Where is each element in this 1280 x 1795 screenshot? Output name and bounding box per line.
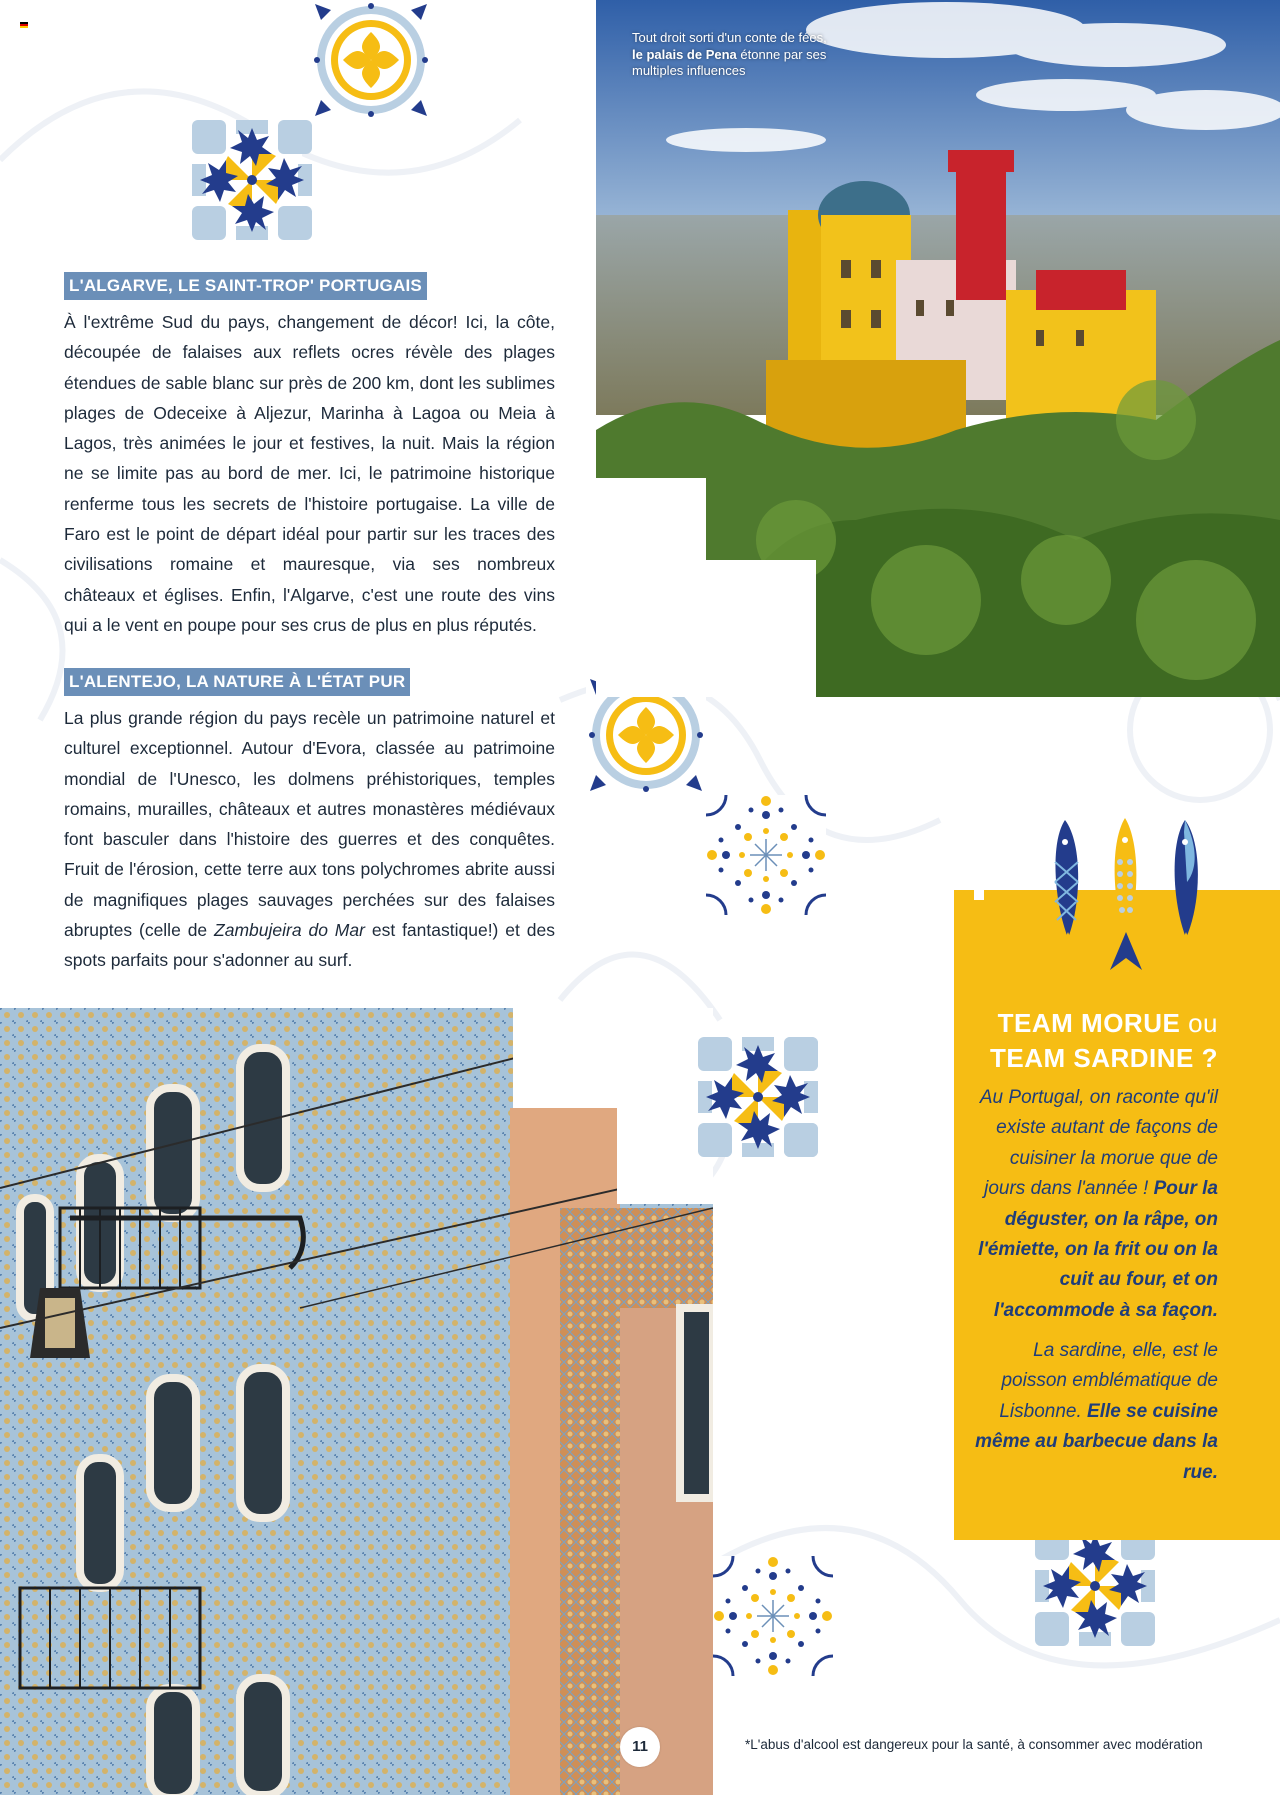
layout-cutout [706,560,816,697]
azulejo-tile-icon [311,0,431,120]
sardines-fish-icon [1040,812,1210,972]
photo-caption: Tout droit sorti d'un conte de fées, le palais de Pena étonne par ses multiples influences [632,30,827,78]
team-box-paragraph-morue: Au Portugal, on raconte qu'il existe autant de façons de cuisiner la morue que de jours dans l'année ! Pour la déguster, on la râpe, on l'émiette, on la frit ou on la cuit au four, et on l'accommode à sa façon. [978,1087,1218,1321]
section-title-alentejo: L'ALENTEJO, LA NATURE À L'ÉTAT PUR [64,668,410,696]
team-box-title: TEAM MORUE ou TEAM SARDINE ? [990,1008,1218,1073]
team-box-paragraph-sardine: La sardine, elle, est le poisson emblématique de Lisbonne. Elle se cuisine même au barbecue dans la rue. [975,1340,1218,1483]
algarve-body-text: À l'extrême Sud du pays, changement de décor! Ici, la côte, découpée de falaises aux reflets ocres révèle des plages étendues de sable blanc sur près de 200 km, dont les sublimes plages de Odeceixe à Aljezur, Marinha à Lagoa ou Meia à Lagos, très animées le jour et festives, la nuit. Mais la région ne se limite pas au bord de mer. Ici, le patrimoine historique renferme tous les secrets de l'histoire portugaise. La ville de Faro est le point de départ idéal pour partir sur les traces des civilisations romaine et mauresque, via ses nombreux châteaux et églises. Enfin, l'Algarve, c'est une route des vins qui a le vent en poupe pour ses crus de plus en plus réputés. [64,312,555,635]
photo-lisbon-facade [0,1008,713,1795]
layout-cutout [513,1008,713,1108]
layout-cutout [974,890,984,900]
page-number: 11 [620,1727,660,1767]
azulejo-star-tile-icon [698,1037,818,1157]
azulejo-dotted-tile-icon [706,795,826,915]
alentejo-body-text: La plus grande région du pays recèle un patrimoine naturel et culturel exceptionnel. Autour d'Evora, classée au patrimoine mondial de l'Unesco, les dolmens préhistoriques, temples romains, murailles, châteaux et autres monastères médiévaux font basculer dans l'histoire des guerres et des conquêtes. Fruit de l'érosion, cette terre aux tons polychromes abrite aussi de magnifiques plages sauvages perchées sur des falaises abruptes (celle de Zambujeira do Mar est fantastique!) et des spots parfaits pour s'adonner au surf. [64,708,555,971]
azulejo-star-tile-icon [1035,1526,1155,1646]
flag-icon [20,22,28,28]
layout-cutout [596,478,706,697]
alcohol-disclaimer: *L'abus d'alcool est dangereux pour la santé, à consommer avec modération [745,1737,1203,1752]
azulejo-dotted-tile-icon [713,1556,833,1676]
azulejo-star-tile-icon [192,120,312,240]
section-title-algarve: L'ALGARVE, LE SAINT-TROP' PORTUGAIS [64,272,427,300]
